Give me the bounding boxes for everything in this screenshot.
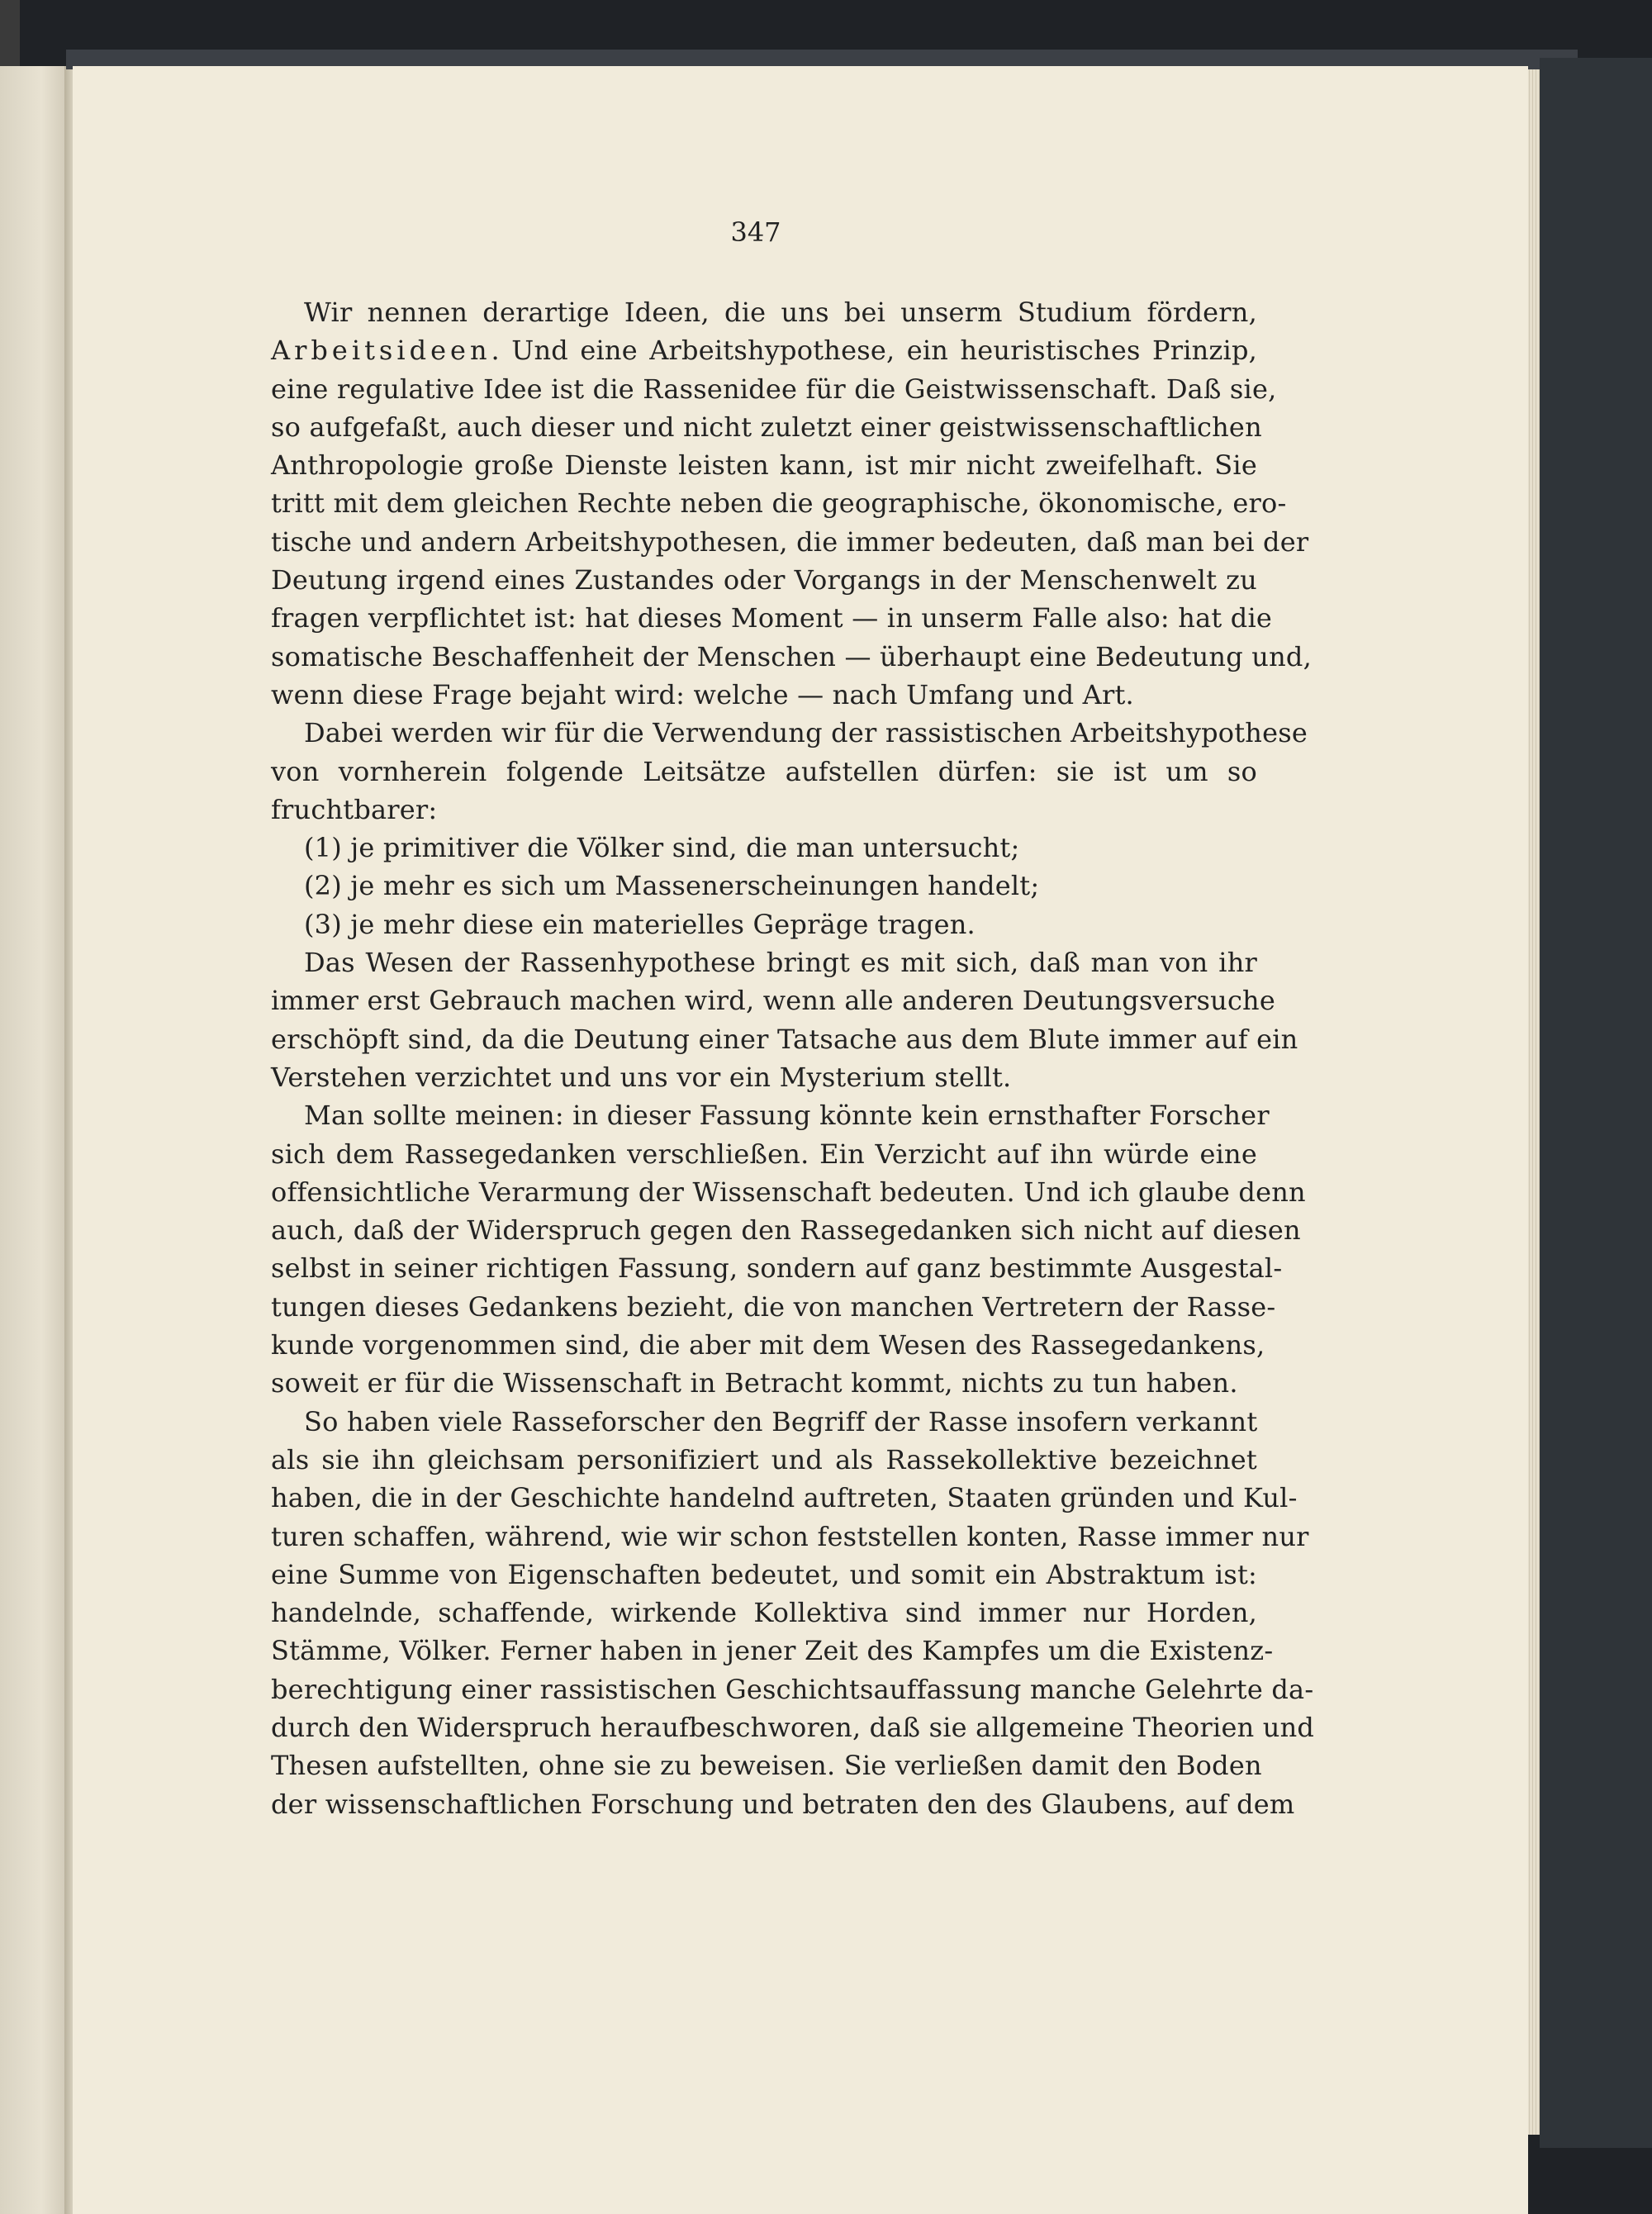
text-line: von vornherein folgende Leitsätze aufstellen dürfen: sie ist um so [271, 755, 1257, 787]
text-line: immer erst Gebrauch machen wird, wenn alle anderen Deutungsversuche [271, 985, 1276, 1017]
text-line: somatische Beschaffenheit der Menschen — überhaupt eine Bedeutung und, [271, 640, 1312, 672]
text-line: durch den Widerspruch heraufbeschworen, daß sie allgemeine Theorien und [271, 1711, 1315, 1743]
text-line: Dabei werden wir für die Verwendung der rassistischen Arbeitshypothese [304, 717, 1308, 749]
text-line: turen schaffen, während, wie wir schon feststellen konten, Rasse immer nur [271, 1520, 1309, 1552]
text-line-rest: . Und eine Arbeitshypothese, ein heuristisches Prinzip, [491, 335, 1257, 367]
list-item: (3) je mehr diese ein materielles Gepräge tragen. [304, 908, 976, 940]
list-item: (2) je mehr es sich um Massenerscheinungen handelt; [304, 870, 1040, 902]
body-text [271, 293, 1315, 1823]
text-line: Stämme, Völker. Ferner haben in jener Zeit des Kampfes um die Existenz- [271, 1635, 1274, 1667]
text-line: Anthropologie große Dienste leisten kann, ist mir nicht zweifelhaft. Sie [271, 449, 1257, 482]
text-line: so aufgefaßt, auch dieser und nicht zuletzt einer geistwissenschaftlichen [271, 411, 1262, 443]
text-line: kunde vorgenommen sind, die aber mit dem Wesen des Rassegedankens, [271, 1329, 1265, 1361]
text-line: selbst in seiner richtigen Fassung, sondern auf ganz bestimmte Ausgestal- [271, 1252, 1283, 1285]
right-cover [1540, 58, 1652, 2148]
left-page-edge [0, 66, 69, 2214]
text-line: Das Wesen der Rassenhypothese bringt es mit sich, daß man von ihr [304, 947, 1257, 979]
text-line: als sie ihn gleichsam personifiziert und als Rassekollektive bezeichnet [271, 1443, 1257, 1475]
text-line: Thesen aufstellten, ohne sie zu beweisen. Sie verließen damit den Boden [271, 1750, 1262, 1782]
text-line: Man sollte meinen: in dieser Fassung könnte kein ernsthafter Forscher [304, 1100, 1270, 1132]
text-line: Verstehen verzichtet und uns vor ein Mysterium stellt. [271, 1061, 1012, 1093]
text-line: So haben viele Rasseforscher den Begriff der Rasse insofern verkannt [304, 1405, 1258, 1437]
text-line: eine regulative Idee ist die Rassenidee für die Geistwissenschaft. Daß sie, [271, 373, 1277, 405]
text-line: tische und andern Arbeitshypothesen, die immer bedeuten, daß man bei der [271, 525, 1309, 558]
text-line: eine Summe von Eigenschaften bedeutet, und somit ein Abstraktum ist: [271, 1558, 1257, 1590]
text-line: haben, die in der Geschichte handelnd auftreten, Staaten gründen und Kul- [271, 1482, 1298, 1514]
text-line: auch, daß der Widerspruch gegen den Rassegedanken sich nicht auf diesen [271, 1214, 1301, 1247]
text-line: Deutung irgend eines Zustandes oder Vorgangs in der Menschenwelt zu [271, 564, 1257, 596]
text-line: erschöpft sind, da die Deutung einer Tatsache aus dem Blute immer auf ein [271, 1023, 1298, 1055]
text-line: soweit er für die Wissenschaft in Betracht kommt, nichts zu tun haben. [271, 1367, 1238, 1399]
text-line: tritt mit dem gleichen Rechte neben die geographische, ökonomische, ero- [271, 487, 1287, 520]
text-line: tungen dieses Gedankens bezieht, die von manchen Vertretern der Rasse- [271, 1290, 1276, 1323]
text-line: fruchtbarer: [271, 793, 438, 825]
text-line: der wissenschaftlichen Forschung und betraten den des Glaubens, auf dem [271, 1788, 1295, 1820]
text-line: fragen verpflichtet ist: hat dieses Moment — in unserm Falle also: hat die [271, 602, 1273, 634]
text-line [271, 331, 1257, 369]
text-line: sich dem Rassegedanken verschließen. Ein Verzicht auf ihn würde eine [271, 1138, 1257, 1170]
text-line: handelnde, schaffende, wirkende Kollektiva sind immer nur Horden, [271, 1597, 1257, 1629]
text-line: wenn diese Frage bejaht wird: welche — nach Umfang und Art. [271, 678, 1134, 710]
text-line: Wir nennen derartige Ideen, die uns bei unserm Studium fördern, [304, 297, 1257, 328]
list-item: (1) je primitiver die Völker sind, die man untersucht; [304, 832, 1020, 864]
spaced-term: Arbeitsideen [271, 335, 491, 367]
text-line: berechtigung einer rassistischen Geschichtsauffassung manche Gelehrte da- [271, 1673, 1314, 1705]
page-number: 347 [730, 216, 781, 248]
text-line: offensichtliche Verarmung der Wissenschaft bedeuten. Und ich glaube denn [271, 1176, 1306, 1208]
